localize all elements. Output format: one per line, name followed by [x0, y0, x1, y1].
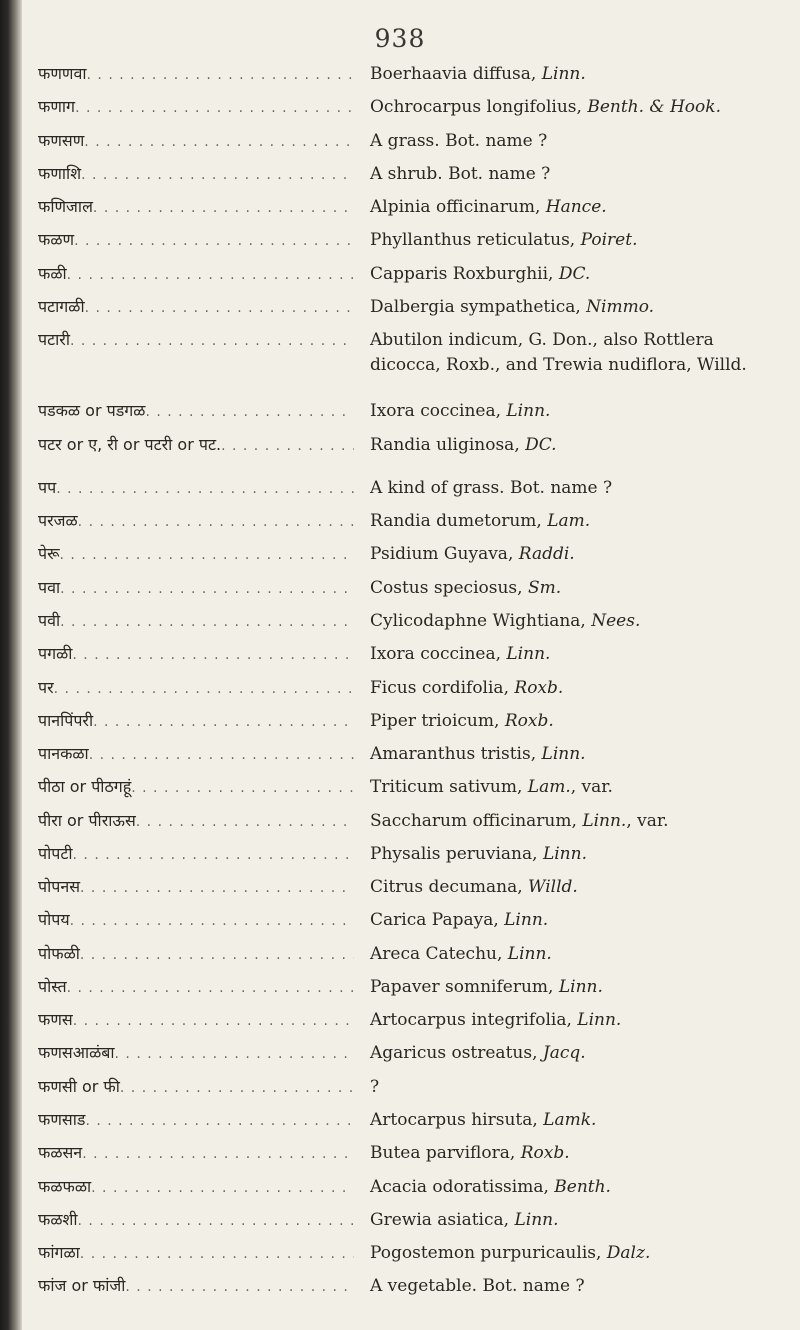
vernacular-column: [38, 875, 354, 900]
glossary-entry: [0, 1175, 800, 1208]
leader-dots: [80, 1242, 354, 1266]
botanical-name: [354, 399, 800, 424]
leader-dots: [70, 329, 354, 353]
vernacular-term: पोस्त: [38, 976, 67, 996]
species-name: Psidium Guyava,: [370, 544, 519, 565]
vernacular-column: [38, 295, 354, 320]
leader-dots: [80, 943, 354, 967]
botanical-name: [354, 1008, 800, 1033]
vernacular-column: [38, 1108, 354, 1133]
vernacular-term: पेरू: [38, 544, 60, 564]
vernacular-term: परजळ: [38, 511, 78, 531]
species-name: Costus speciosus,: [370, 577, 528, 598]
glossary-entry: [0, 609, 800, 642]
species-name: Ixora coccinea,: [370, 401, 507, 422]
glossary-entry: [0, 742, 800, 775]
glossary-entry: [0, 195, 800, 228]
author-citation: Linn.: [541, 744, 586, 765]
name-suffix: , var.: [626, 810, 669, 831]
leader-dots: [72, 643, 354, 667]
author-citation: Roxb.: [520, 1143, 570, 1164]
vernacular-term: फळशी: [38, 1209, 78, 1229]
glossary-entry: [0, 328, 800, 385]
author-citation: Linn.: [507, 943, 552, 964]
species-name: Acacia odoratissima,: [370, 1176, 555, 1197]
vernacular-column: [38, 576, 354, 601]
species-name: Citrus decumana,: [370, 877, 529, 898]
species-name: Artocarpus hirsuta,: [370, 1109, 544, 1130]
botanical-name: [354, 1075, 800, 1100]
vernacular-term: पोपनस: [38, 877, 81, 897]
vernacular-term: पर: [38, 677, 54, 697]
species-name: Piper trioicum,: [370, 710, 505, 731]
botanical-name: [354, 328, 800, 377]
botanical-name: [354, 809, 800, 834]
glossary-entry: [0, 709, 800, 742]
leader-dots: [73, 843, 354, 867]
leader-dots: [60, 577, 354, 601]
species-name: Randia uliginosa,: [370, 434, 526, 455]
vernacular-column: [38, 476, 354, 501]
botanical-name: [354, 975, 800, 1000]
botanical-name: [354, 742, 800, 767]
glossary-entry: [0, 1208, 800, 1241]
botanical-name: [354, 676, 800, 701]
name-suffix: , var.: [570, 777, 613, 798]
species-name: Phyllanthus reticulatus,: [370, 230, 581, 251]
vernacular-column: [38, 942, 354, 967]
author-citation: Nimmo.: [586, 296, 655, 317]
vernacular-term: पडकळ or पडगळ: [38, 401, 146, 421]
species-name: Ochrocarpus longifolius,: [370, 97, 588, 118]
botanical-name: [354, 1274, 800, 1299]
botanical-name: [354, 842, 800, 867]
botanical-name: [354, 62, 800, 87]
author-citation: Raddi.: [518, 544, 575, 565]
glossary-entry: [0, 476, 800, 509]
glossary-entry: [0, 676, 800, 709]
species-name: Carica Papaya,: [370, 910, 505, 931]
glossary-entry: [0, 1274, 800, 1307]
author-citation: Linn.: [577, 1010, 622, 1031]
glossary-entry: [0, 842, 800, 875]
species-name: Areca Catechu,: [370, 943, 508, 964]
leader-dots: [87, 63, 354, 87]
vernacular-term: पोफळी: [38, 943, 80, 963]
vernacular-term: फांगळा: [38, 1243, 80, 1263]
glossary-entry: [0, 975, 800, 1008]
author-citation: Jacq.: [542, 1043, 586, 1064]
glossary-entry: [0, 875, 800, 908]
vernacular-column: [38, 642, 354, 667]
leader-dots: [136, 810, 354, 834]
author-citation: Willd.: [528, 877, 578, 898]
leader-dots: [115, 1042, 354, 1066]
species-name: A shrub. Bot. name ?: [370, 163, 551, 184]
author-citation: Lamk.: [543, 1109, 597, 1130]
vernacular-term: पटागळी: [38, 296, 85, 316]
vernacular-term: पानपिंपरी: [38, 710, 94, 730]
glossary-entry: [0, 62, 800, 95]
vernacular-column: [38, 676, 354, 701]
vernacular-column: [38, 1008, 354, 1033]
vernacular-term: पीठा or पीठगहूं: [38, 777, 132, 797]
leader-dots: [73, 1009, 354, 1033]
glossary-entry: [0, 509, 800, 542]
author-citation: Lam.: [527, 777, 571, 798]
vernacular-column: [38, 709, 354, 734]
vernacular-term: पटारी: [38, 330, 70, 350]
botanical-name: [354, 509, 800, 534]
vernacular-term: पप: [38, 477, 57, 497]
vernacular-term: पवी: [38, 610, 61, 630]
vernacular-column: [38, 1141, 354, 1166]
botanical-name: [354, 908, 800, 933]
species-name: Capparis Roxburghii,: [370, 263, 559, 284]
botanical-name: [354, 609, 800, 634]
species-name: Pogostemon purpuricaulis,: [370, 1243, 607, 1264]
glossary-entry: [0, 809, 800, 842]
author-citation: Linn.: [558, 976, 603, 997]
vernacular-column: [38, 399, 354, 424]
leader-dots: [70, 909, 354, 933]
leader-dots: [75, 96, 354, 120]
glossary-entry: [0, 295, 800, 328]
botanical-name: [354, 775, 800, 800]
author-citation: DC.: [558, 263, 591, 284]
botanical-name: [354, 1208, 800, 1233]
vernacular-column: [38, 975, 354, 1000]
author-citation: Poiret.: [580, 230, 638, 251]
glossary-entry: [0, 1075, 800, 1108]
species-name: Dalbergia sympathetica,: [370, 296, 587, 317]
vernacular-term: फणसण: [38, 130, 85, 150]
author-citation: DC.: [525, 434, 557, 455]
glossary-entry: [0, 942, 800, 975]
glossary-entry: [0, 576, 800, 609]
glossary-entry: [0, 1108, 800, 1141]
species-name: Grewia asiatica,: [370, 1209, 515, 1230]
vernacular-column: [38, 509, 354, 534]
leader-dots: [67, 263, 354, 287]
vernacular-column: [38, 195, 354, 220]
vernacular-term: फळसन: [38, 1143, 83, 1163]
botanical-name: [354, 162, 800, 187]
botanical-name: [354, 433, 800, 458]
botanical-name: [354, 1108, 800, 1133]
vernacular-term: फांज or फांजी: [38, 1276, 126, 1296]
glossary-entry: [0, 1041, 800, 1074]
vernacular-term: फणस: [38, 1010, 73, 1030]
species-name: ?: [370, 1076, 380, 1097]
botanical-name: [354, 1175, 800, 1200]
vernacular-column: [38, 809, 354, 834]
glossary-entry: [0, 1241, 800, 1274]
glossary-entry: [0, 433, 800, 466]
leader-dots: [125, 1275, 354, 1299]
vernacular-column: [38, 228, 354, 253]
vernacular-column: [38, 775, 354, 800]
botanical-name: [354, 942, 800, 967]
author-citation: Linn.: [504, 910, 549, 931]
species-name: Cylicodaphne Wightiana,: [370, 610, 592, 631]
vernacular-column: [38, 162, 354, 187]
vernacular-column: [38, 742, 354, 767]
leader-dots: [85, 1109, 354, 1133]
vernacular-column: [38, 1241, 354, 1266]
botanical-name: [354, 195, 800, 220]
species-name: Amaranthus tristis,: [370, 744, 542, 765]
vernacular-term: फणिजाल: [38, 197, 93, 217]
author-citation: Hance.: [545, 197, 607, 218]
species-name: Artocarpus integrifolia,: [370, 1010, 578, 1031]
botanical-name: [354, 1241, 800, 1266]
author-citation: Linn.: [582, 810, 627, 831]
species-name: Ixora coccinea,: [370, 644, 507, 665]
vernacular-term: पोपटी: [38, 843, 73, 863]
glossary-entry: [0, 162, 800, 195]
glossary-entry: [0, 542, 800, 575]
species-name: Triticum sativum,: [370, 777, 528, 798]
vernacular-column: [38, 1175, 354, 1200]
vernacular-column: [38, 1208, 354, 1233]
leader-dots: [80, 876, 354, 900]
leader-dots: [78, 510, 354, 534]
glossary-entry: [0, 1141, 800, 1174]
leader-dots: [89, 743, 354, 767]
vernacular-column: [38, 328, 354, 353]
leader-dots: [93, 710, 354, 734]
vernacular-column: [38, 842, 354, 867]
author-citation: Roxb.: [514, 677, 564, 698]
vernacular-term: पोपय: [38, 910, 70, 930]
species-name: Papaver somniferum,: [370, 976, 559, 997]
vernacular-term: फणसआळंबा: [38, 1043, 115, 1063]
vernacular-term: पवा: [38, 577, 61, 597]
species-name: Butea parviflora,: [370, 1143, 521, 1164]
leader-dots: [145, 400, 354, 424]
page-number: 938: [374, 24, 426, 53]
species-name: Saccharum officinarum,: [370, 810, 583, 831]
leader-dots: [93, 196, 354, 220]
botanical-name: [354, 642, 800, 667]
botanical-name: [354, 576, 800, 601]
vernacular-column: [38, 1274, 354, 1299]
botanical-name: [354, 95, 800, 120]
vernacular-column: [38, 129, 354, 154]
vernacular-column: [38, 62, 354, 87]
species-name: Abutilon indicum, G. Don., also Rottlera dicocca, Roxb., and Trewia nudiflora, Willd.: [370, 330, 747, 375]
glossary-entries: [0, 62, 800, 1308]
glossary-entry: [0, 95, 800, 128]
leader-dots: [85, 296, 354, 320]
leader-dots: [120, 1076, 354, 1100]
leader-dots: [81, 163, 354, 187]
author-citation: Benth. & Hook.: [587, 97, 721, 118]
vernacular-term: पीरा or पीराऊस: [38, 810, 136, 830]
author-citation: Linn.: [506, 401, 551, 422]
vernacular-column: [38, 609, 354, 634]
vernacular-term: फणाग: [38, 97, 76, 117]
species-name: A grass. Bot. name ?: [370, 130, 548, 151]
botanical-name: [354, 129, 800, 154]
author-citation: Linn.: [541, 64, 586, 84]
glossary-entry: [0, 775, 800, 808]
vernacular-term: फणणवा: [38, 64, 87, 83]
author-citation: Linn.: [506, 644, 551, 665]
vernacular-term: पटर or ए, री or पटरी or पट.: [38, 434, 222, 454]
leader-dots: [56, 477, 354, 501]
vernacular-column: [38, 542, 354, 567]
vernacular-column: [38, 262, 354, 287]
leader-dots: [82, 1142, 354, 1166]
leader-dots: [67, 976, 354, 1000]
species-name: A vegetable. Bot. name ?: [370, 1276, 585, 1297]
vernacular-term: फणाशि: [38, 163, 82, 183]
species-name: A kind of grass. Bot. name ?: [370, 477, 613, 498]
botanical-name: [354, 295, 800, 320]
leader-dots: [91, 1176, 354, 1200]
vernacular-term: पानकळा: [38, 744, 89, 764]
species-name: Agaricus ostreatus,: [370, 1043, 543, 1064]
glossary-entry: [0, 908, 800, 941]
leader-dots: [78, 1209, 354, 1233]
leader-dots: [221, 434, 354, 458]
author-citation: Benth.: [554, 1176, 611, 1197]
author-citation: Roxb.: [504, 710, 554, 731]
glossary-entry: [0, 642, 800, 675]
species-name: Boerhaavia diffusa,: [370, 64, 542, 84]
vernacular-term: फळी: [38, 263, 67, 283]
vernacular-term: पगळी: [38, 644, 73, 664]
author-citation: Nees.: [591, 610, 641, 631]
vernacular-column: [38, 1041, 354, 1066]
botanical-name: [354, 228, 800, 253]
botanical-name: [354, 262, 800, 287]
vernacular-column: [38, 95, 354, 120]
author-citation: Linn.: [542, 843, 587, 864]
glossary-entry: [0, 129, 800, 162]
vernacular-term: फणसाड: [38, 1109, 86, 1129]
species-name: Physalis peruviana,: [370, 843, 543, 864]
author-citation: Lam.: [547, 511, 591, 532]
botanical-name: [354, 476, 800, 501]
glossary-entry: [0, 262, 800, 295]
glossary-entry: [0, 1008, 800, 1041]
botanical-name: [354, 875, 800, 900]
leader-dots: [84, 130, 354, 154]
author-citation: Linn.: [514, 1209, 559, 1230]
leader-dots: [60, 543, 354, 567]
botanical-name: [354, 709, 800, 734]
author-citation: Dalz.: [606, 1243, 651, 1264]
vernacular-term: फळफळा: [38, 1176, 92, 1196]
author-citation: Sm.: [527, 577, 562, 598]
vernacular-column: [38, 1075, 354, 1100]
glossary-entry: [0, 228, 800, 261]
botanical-name: [354, 1041, 800, 1066]
vernacular-column: [38, 433, 354, 458]
species-name: Randia dumetorum,: [370, 511, 548, 532]
species-name: Ficus cordifolia,: [370, 677, 515, 698]
vernacular-column: [38, 908, 354, 933]
leader-dots: [131, 776, 354, 800]
leader-dots: [54, 677, 354, 701]
species-name: Alpinia officinarum,: [370, 197, 546, 218]
leader-dots: [74, 229, 354, 253]
vernacular-term: फणसी or फी: [38, 1076, 120, 1096]
vernacular-term: फळण: [38, 230, 75, 250]
botanical-name: [354, 542, 800, 567]
leader-dots: [60, 610, 354, 634]
glossary-entry: [0, 399, 800, 432]
botanical-name: [354, 1141, 800, 1166]
